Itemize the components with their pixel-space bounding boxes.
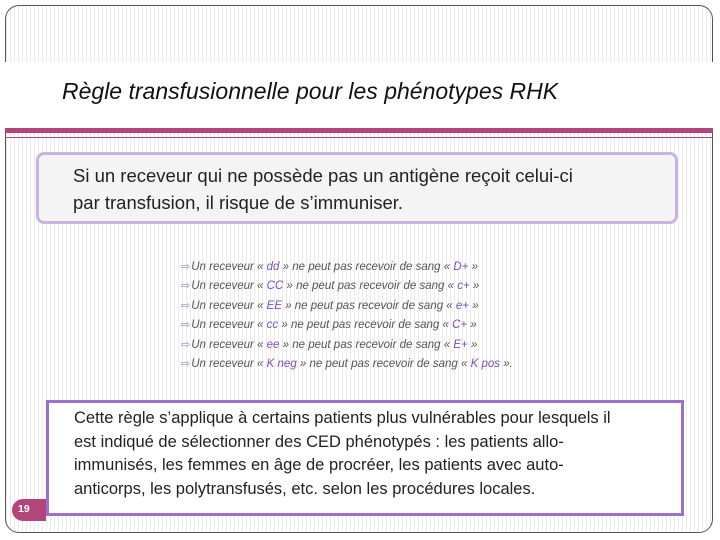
donor-phenotype: E+ (453, 338, 468, 351)
recipient-phenotype: K neg (266, 358, 297, 371)
rule-item: ⇨Un receveur « cc » ne peut pas recevoir de sang « C+ » (181, 319, 477, 332)
donor-phenotype: K pos (470, 358, 501, 371)
arrow-right-icon: ⇨ (181, 280, 191, 293)
rule-item: ⇨Un receveur « ee » ne peut pas recevoir de sang « E+ » (181, 338, 478, 351)
title-rule-thick (5, 128, 713, 133)
intro-text (73, 162, 673, 216)
page-number: 19 (18, 503, 30, 515)
arrow-right-icon: ⇨ (181, 319, 191, 332)
slide-title: Règle transfusionnelle pour les phénotypes RHK (62, 78, 559, 104)
intro-line: par transfusion, il risque de s’immuniser. (73, 192, 404, 213)
arrow-right-icon: ⇨ (181, 299, 191, 312)
note-line: Cette règle s’applique à certains patients plus vulnérables pour lesquels il (74, 409, 611, 427)
note-line: immunisés, les femmes en âge de procréer, les patients avec auto- (74, 456, 564, 474)
recipient-phenotype: cc (266, 319, 279, 332)
note-box (46, 400, 684, 516)
recipient-phenotype: CC (266, 280, 284, 293)
note-text (74, 407, 679, 501)
arrow-right-icon: ⇨ (181, 338, 191, 351)
arrow-right-icon: ⇨ (181, 261, 191, 273)
rule-item: ⇨Un receveur « K neg » ne peut pas recevoir de sang « K pos ». (181, 358, 513, 371)
note-line: anticorps, les polytransfusés, etc. selon les procédures locales. (74, 479, 536, 498)
donor-phenotype: c+ (457, 280, 470, 293)
arrow-right-icon: ⇨ (181, 358, 191, 371)
donor-phenotype: D+ (453, 261, 469, 273)
note-line: est indiqué de sélectionner des CED phénotypés : les patients allo- (74, 432, 564, 451)
donor-phenotype: C+ (452, 319, 468, 332)
page-number-badge (12, 499, 46, 521)
recipient-phenotype: ee (266, 338, 280, 351)
recipient-phenotype: dd (266, 261, 280, 273)
intro-box (36, 152, 678, 224)
intro-line: Si un receveur qui ne possède pas un antigène reçoit celui-ci (73, 165, 573, 186)
rule-item: ⇨Un receveur « CC » ne peut pas recevoir de sang « c+ » (181, 280, 480, 293)
recipient-phenotype: EE (266, 299, 282, 312)
donor-phenotype: e+ (455, 299, 470, 312)
rule-item: ⇨Un receveur « EE » ne peut pas recevoir de sang « e+ » (181, 299, 479, 312)
title-rule-thin (5, 137, 713, 138)
rules-list (181, 258, 513, 374)
rule-item: ⇨Un receveur « dd » ne peut pas recevoir de sang « D+ » (181, 261, 478, 273)
